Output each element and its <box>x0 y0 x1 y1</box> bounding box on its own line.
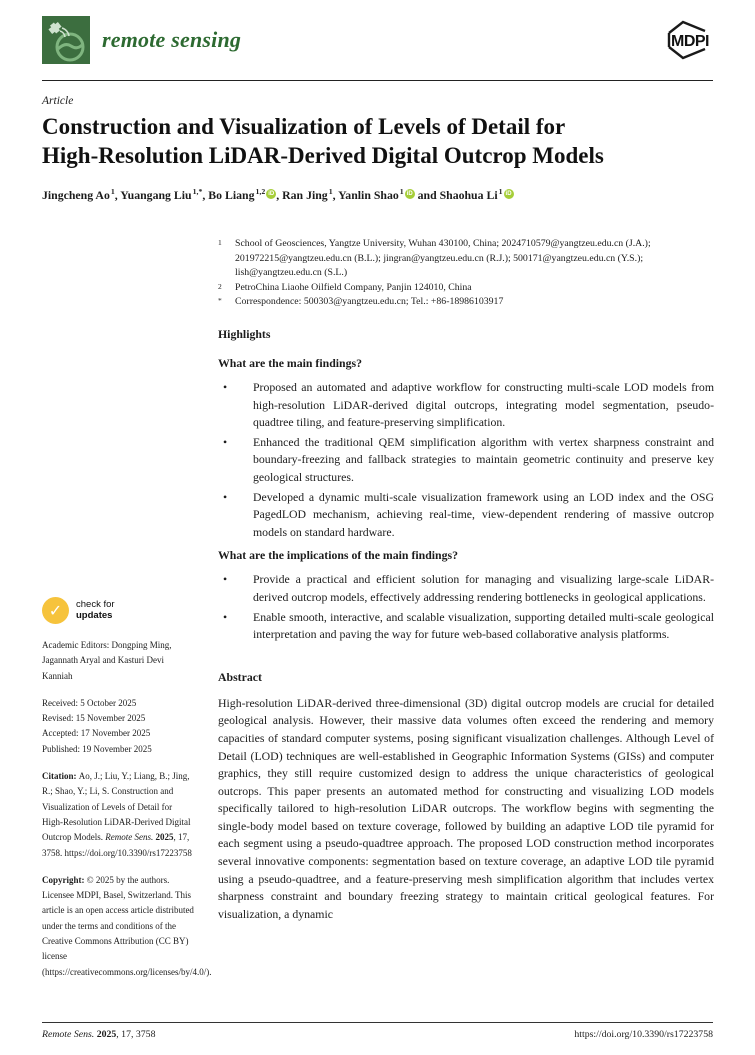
title-line-2: High-Resolution LiDAR-Derived Digital Outcrop Models <box>42 143 604 168</box>
implication-text: Provide a practical and efficient solution for managing and visualizing large-scale LiDAR-derived outcrop models, effectively addressing rendering bottlenecks in geological applications. <box>253 572 714 604</box>
journal-name: remote sensing <box>102 27 242 52</box>
author-separator: and <box>414 187 440 202</box>
page-title <box>42 112 722 170</box>
abstract-heading: Abstract <box>218 669 262 684</box>
copyright-label: Copyright: <box>42 874 87 885</box>
finding-text: Developed a dynamic multi-scale visualization framework using an LOD index and the OSG PagedLOD mechanism, achieving real-time, view-dependent rendering of massive outcrop models on standard hardware. <box>253 489 714 539</box>
author-affil-sup: 1 <box>399 187 404 196</box>
check-for-updates-label <box>76 600 115 621</box>
badge-line-2: updates <box>76 609 113 621</box>
author <box>338 188 439 202</box>
bullet-icon: • <box>223 434 228 449</box>
published-date: Published: 19 November 2025 <box>42 743 152 754</box>
orcid-icon[interactable]: iD <box>406 190 413 197</box>
author <box>282 188 338 202</box>
finding-text: Enhanced the traditional QEM simplification algorithm with vertex sharpness constraint and boundary-freezing and fallback strategies to maintain geometric continuity and preserve key geological structures. <box>253 434 714 484</box>
author-name: Yanlin Shao <box>338 187 399 202</box>
author-affil-sup: 1 <box>498 187 503 196</box>
author <box>120 188 208 202</box>
revised-date: Revised: 15 November 2025 <box>42 713 146 724</box>
accepted-date: Accepted: 17 November 2025 <box>42 728 151 739</box>
list-item <box>218 434 714 487</box>
affiliation-row <box>218 281 714 296</box>
list-item <box>218 489 714 542</box>
author-name: Bo Liang <box>208 187 255 202</box>
footer-volume-page: , 17, 3758 <box>116 1029 156 1040</box>
authors-line <box>42 187 713 203</box>
affiliation-marker: 2 <box>218 281 222 291</box>
article-type-label: Article <box>42 95 74 107</box>
journal-header <box>42 16 241 64</box>
author-separator: , <box>114 187 121 202</box>
check-for-updates-badge[interactable] <box>42 597 194 624</box>
citation-body: Ao, J.; Liu, Y.; Liang, B.; Jing, R.; Shao, Y.; Li, S. Construction and Visualization of Levels of Detail for High-Resolution LiDAR-Derived Digital Outcrop Models. <box>42 771 191 843</box>
check-icon: ✓ <box>42 597 69 624</box>
mdpi-logo <box>665 19 715 61</box>
footer <box>42 1029 713 1040</box>
citation-tail: , 17, 3758. https://doi.org/10.3390/rs17223758 <box>42 832 192 858</box>
mdpi-logo-text: MDPI <box>671 33 709 50</box>
author-name: Jingcheng Ao <box>42 187 110 202</box>
copyright-notice <box>42 873 212 980</box>
affiliation-marker: 1 <box>218 238 222 247</box>
author <box>208 188 282 202</box>
affiliations <box>218 237 714 310</box>
sidebar <box>42 597 212 992</box>
abstract-text: High-resolution LiDAR-derived three-dimensional (3D) digital outcrop models are crucial for detailed geological analysis. However, their massive data volumes often exceed the rendering and memory capacities of standard computer systems, posing significant visualization challenges. Although Level of Detail (LOD) techniques are well-established in Geographic Information Systems (GISs) and computer graphics, they still require customized design to address the unique characteristics of geological outcrops. This paper presents an automated method for constructing and visualizing LOD models specifically tailored to high-resolution LiDAR outcrops. The workflow begins with segmenting the single-body model based on texture coverage, followed by building an adaptive LOD tile pyramid for each segment using a pseudo-quadtree approach. The proposed LOD construction method incorporates several innovative components: segmentation based on texture coverage, an adaptive LOD tile pyramid using a pseudo-quadtree, and a feature-preserving mesh simplification algorithm that includes vertex sharpness constraint and boundary freezing strategy to maintain critical geological features. For visualization, a dynamic <box>218 695 714 921</box>
affiliation-row <box>218 237 714 281</box>
highlights-heading: Highlights <box>218 327 271 341</box>
article-dates <box>42 696 194 757</box>
author-affil-sup: 1,2 <box>255 187 266 196</box>
academic-editors: Academic Editors: Dongping Ming, Jagannath Aryal and Kasturi Devi Kanniah <box>42 640 172 681</box>
affiliation-text: School of Geosciences, Yangtze University, Wuhan 430100, China; 2024710579@yangtzeu.edu.cn (J.A.); 201972215@yangtzeu.edu.cn (B.L.); jingran@yangtzeu.edu.cn (R.J.); 500171@yangtzeu.edu.cn (Y.S.); lish@yangtzeu.edu.cn (S.L.) <box>235 238 651 279</box>
orcid-icon[interactable]: iD <box>505 190 512 197</box>
author-separator: , <box>332 187 339 202</box>
author-name: Ran Jing <box>282 187 328 202</box>
author-separator: , <box>276 187 283 202</box>
author-affil-sup: 1 <box>110 187 115 196</box>
implication-text: Enable smooth, interactive, and scalable visualization, supporting detailed multi-scale geological interpretation and paving the way for future web-based collaborative analysis platforms. <box>253 609 714 642</box>
main-content <box>218 327 714 923</box>
footer-divider <box>42 1022 713 1023</box>
bullet-icon: • <box>223 572 228 587</box>
citation-year: 2025 <box>155 832 174 843</box>
author-name: Shaohua Li <box>439 187 498 202</box>
bullet-icon: • <box>223 489 228 504</box>
citation-journal: Remote Sens. <box>105 832 156 843</box>
bullet-icon: • <box>223 609 228 624</box>
list-item <box>218 379 714 432</box>
author <box>42 188 120 202</box>
citation <box>42 769 194 861</box>
header-divider <box>42 80 713 81</box>
copyright-body: © 2025 by the authors. Licensee MDPI, Basel, Switzerland. This article is an open access article distributed under the terms and conditions of the Creative Commons Attribution (CC BY) license (https://creativecommons.org/licenses/by/4.0/). <box>42 874 212 977</box>
correspondence-marker: * <box>218 296 222 306</box>
orcid-icon[interactable]: iD <box>268 190 275 197</box>
correspondence-text: Correspondence: 500303@yangtzeu.edu.cn; Tel.: +86-18986103917 <box>235 296 504 308</box>
footer-doi-link[interactable]: https://doi.org/10.3390/rs17223758 <box>574 1029 713 1040</box>
author-name: Yuangang Liu <box>120 187 192 202</box>
remote-sensing-logo-icon <box>42 16 90 64</box>
list-item <box>218 571 714 606</box>
author-affil-sup: 1,* <box>192 187 203 196</box>
finding-text: Proposed an automated and adaptive workflow for constructing multi-scale LOD models from high-resolution LiDAR-derived digital outcrops, integrating model segmentation, pseudo-quadtree tiling, and feature-preserving simplification. <box>253 380 714 430</box>
footer-year: 2025 <box>96 1029 117 1040</box>
author-affil-sup: 1 <box>328 187 333 196</box>
affiliation-row <box>218 295 714 310</box>
affiliation-text: PetroChina Liaohe Oilfield Company, Panjin 124010, China <box>235 281 472 293</box>
list-item <box>218 609 714 644</box>
bullet-icon: • <box>223 380 228 394</box>
footer-journal-ref <box>42 1029 155 1040</box>
title-line-1: Construction and Visualization of Levels of Detail for <box>42 114 566 139</box>
badge-line-1: check for <box>76 599 115 610</box>
author <box>440 188 514 202</box>
citation-label: Citation: <box>42 771 79 782</box>
implications-heading: What are the implications of the main findings? <box>218 548 458 563</box>
footer-journal-name: Remote Sens. <box>42 1029 97 1040</box>
findings-heading: What are the main findings? <box>218 356 362 370</box>
received-date: Received: 5 October 2025 <box>42 697 137 708</box>
author-separator: , <box>202 187 209 202</box>
